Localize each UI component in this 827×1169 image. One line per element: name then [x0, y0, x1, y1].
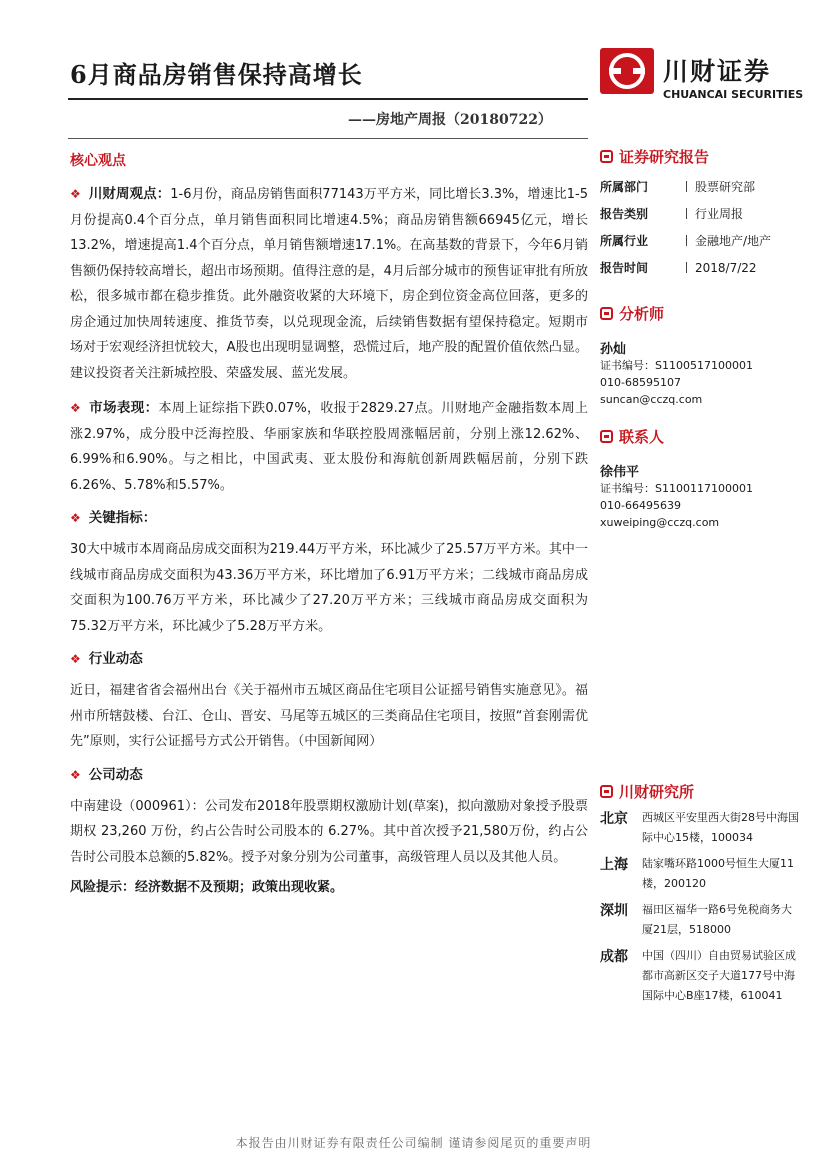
risk-warning: 风险提示：经济数据不及预期；政策出现收紧。	[70, 880, 344, 895]
page-footer: 本报告由川财证券有限责任公司编制 谨请参阅尾页的重要声明	[235, 1136, 592, 1150]
info-value: 行业周报	[695, 207, 744, 221]
info-key: 所属行业	[600, 234, 649, 248]
info-divider	[686, 208, 687, 219]
diamond-icon: ❖	[70, 652, 81, 666]
office-city: 上海	[600, 857, 628, 873]
subtitle-rule	[68, 138, 588, 139]
report-heading-label: 证券研究报告	[619, 148, 710, 166]
info-value: 股票研究部	[695, 180, 756, 194]
info-value: 2018/7/22	[695, 260, 757, 275]
diamond-icon: ❖	[70, 511, 81, 525]
diamond-icon: ❖	[70, 187, 81, 201]
industry-heading	[70, 647, 588, 672]
company-label: 公司动态	[88, 766, 143, 783]
analyst-heading-label: 分析师	[619, 305, 665, 323]
institute-heading-label: 川财研究所	[619, 783, 695, 801]
report-info-list	[600, 173, 800, 281]
contact-cert: 证书编号：S1100117100001	[600, 482, 753, 495]
weekly-view-label: 川财周观点：	[88, 186, 171, 202]
office-shanghai	[600, 854, 800, 894]
diamond-icon: ❖	[70, 401, 82, 415]
office-city: 北京	[600, 811, 628, 827]
info-value: 金融地产/地产	[695, 234, 772, 248]
contact-card	[600, 461, 800, 531]
section-icon	[600, 785, 613, 798]
analyst-name: 孙灿	[600, 342, 627, 357]
info-row-industry	[600, 227, 800, 254]
section-icon	[600, 430, 613, 443]
contact-phone: 010-66495639	[600, 499, 681, 512]
info-key: 报告时间	[600, 261, 649, 275]
market-label: 市场表现：	[89, 400, 159, 416]
core-heading: 核心观点	[70, 153, 126, 169]
office-chengdu	[600, 946, 800, 1006]
weekly-view-paragraph	[70, 182, 588, 386]
company-heading	[70, 763, 588, 788]
info-row-department	[600, 173, 800, 200]
office-list	[600, 808, 800, 1006]
sidebar	[600, 146, 800, 1012]
info-divider	[686, 262, 687, 273]
market-paragraph	[70, 396, 588, 498]
office-address: 福田区福华一路6号免税商务大厦21层，518000	[642, 903, 792, 936]
main-content	[70, 150, 588, 895]
report-title: 6月商品房销售保持高增长	[70, 60, 363, 89]
section-icon	[600, 150, 613, 163]
office-address: 中国（四川）自由贸易试验区成都市高新区交子大道177号中海国际中心B座17楼，610041	[642, 949, 796, 1002]
company-text: 中南建设（000961）：公司发布2018年股票期权激励计划(草案)，拟向激励对象授予股票期权 23,260 万份，约占公告时公司股本的 6.27%。其中首次授予21,580万份，约占公告时公司股本总额的5.82%。授予对象分别为公司董事，高级管理人员以及其他人员。	[70, 798, 588, 865]
logo-name-en: CHUANCAI SECURITIES	[663, 88, 804, 101]
analyst-heading	[600, 303, 800, 324]
contact-email[interactable]: xuweiping@cczq.com	[600, 516, 720, 529]
contact-heading-label: 联系人	[619, 428, 665, 446]
diamond-icon: ❖	[70, 767, 81, 782]
info-divider	[686, 181, 687, 192]
info-key: 所属部门	[600, 180, 649, 194]
info-key: 报告类别	[600, 207, 649, 221]
section-icon	[600, 307, 613, 320]
report-subtitle: ——房地产周报（20180722）	[348, 112, 552, 128]
info-divider	[686, 235, 687, 246]
analyst-card	[600, 338, 800, 408]
office-address: 西城区平安里西大街28号中海国际中心15楼，100034	[642, 811, 799, 844]
analyst-phone: 010-68595107	[600, 376, 681, 389]
office-shenzhen	[600, 900, 800, 940]
key-indicator-heading	[70, 506, 588, 531]
analyst-email[interactable]: suncan@cczq.com	[600, 393, 703, 406]
market-text: 本周上证综指下跌0.07%，收报于2829.27点。川财地产金融指数本周上涨2.97%，成分股中泛海控股、华丽家族和华联控股周涨幅居前，分别上涨12.62%、6.99%和6.90%。与之相比，中国武夷、亚太股份和海航创新周跌幅居前，分别下跌6.26%、5.78%和5.57%。	[70, 401, 588, 493]
info-row-date	[600, 254, 800, 281]
contact-name: 徐伟平	[600, 465, 640, 480]
weekly-view-text: 1-6月份，商品房销售面积77143万平方米，同比增长3.3%，增速比1-5月份提高0.4个百分点，单月销售面积同比增速4.5%；商品房销售额66945亿元，增长13.2%，增速提高1.4个百分点，单月销售额增速17.1%。在高基数的背景下，今年6月销售额仍保持较高增长，超出市场预期。值得注意的是，4月后部分城市的预售证审批有所放松，很多城市都在稳步推货。此外融资收紧的大环境下，房企到位资金高位回落，更多的房企通过加快周转速度、推货节奏，以兑现现金流，后续销售数据有望保持稳定。短期市场对于宏观经济担忧较大，A股也出现明显调整，恐慌过后，地产股的配置价值依然凸显。建议投资者关注新城控股、荣盛发展、蓝光发展。	[70, 187, 589, 381]
chuancai-logo-icon	[600, 48, 654, 94]
institute-heading	[600, 781, 800, 802]
info-row-category	[600, 200, 800, 227]
key-indicator-text: 30大中城市本周商品房成交面积为219.44万平方米，环比减少了25.57万平方米。其中一线城市商品房成交面积为43.36万平方米，环比增加了6.91万平方米；二线城市商品房成交面积为100.76万平方米，环比减少了27.20万平方米；三线城市商品房成交面积为75.32万平方米，环比减少了5.28万平方米。	[70, 542, 588, 634]
title-rule	[68, 98, 588, 100]
office-beijing	[600, 808, 800, 848]
logo-name-cn: 川财证券	[663, 57, 772, 86]
office-city: 深圳	[600, 903, 628, 919]
office-city: 成都	[600, 949, 628, 965]
analyst-cert: 证书编号：S1100517100001	[600, 359, 753, 372]
key-indicator-label: 关键指标：	[88, 510, 157, 526]
industry-label: 行业动态	[88, 651, 143, 667]
industry-text: 近日，福建省省会福州出台《关于福州市五城区商品住宅项目公证摇号销售实施意见》。福州市所辖鼓楼、台江、仓山、晋安、马尾等五城区的三类商品住宅项目，按照“首套刚需优先”原则，实行公证摇号方式公开销售。（中国新闻网）	[70, 683, 588, 749]
report-heading	[600, 146, 800, 167]
contact-heading	[600, 426, 800, 447]
office-address: 陆家嘴环路1000号恒生大厦11楼，200120	[642, 857, 794, 890]
